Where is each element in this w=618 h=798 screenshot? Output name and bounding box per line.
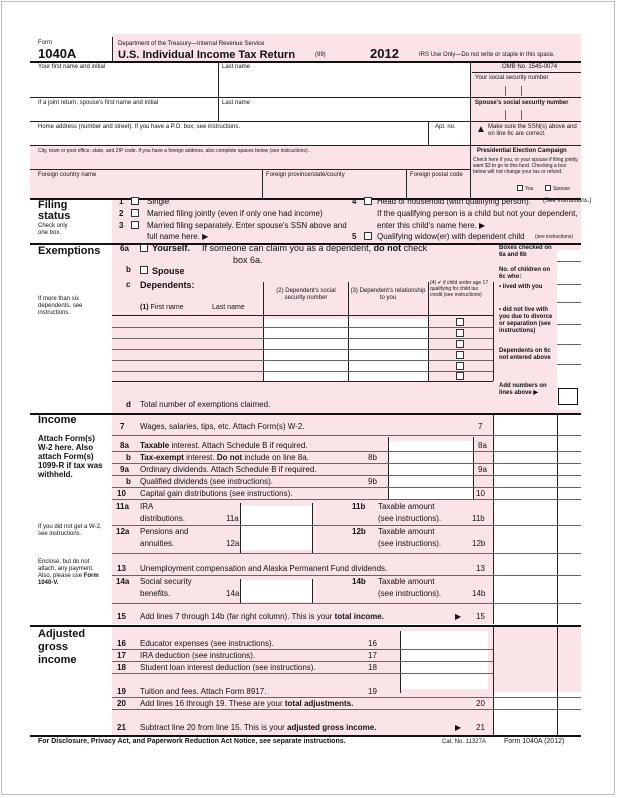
dep6-ctc-checkbox[interactable] [456,372,464,380]
line-8b-num: b [126,453,131,462]
irs-use-only: IRS Use Only—Do not write or staple in this space. [419,52,555,58]
spouse-label: Spouse [152,266,185,276]
yourself-label: Yourself. [152,243,190,253]
line-6d: d [126,400,131,409]
home-address-label: Home address (number and street). If you have a P.O. box, see instructions. [38,124,240,130]
inner-col-14a [240,580,312,602]
total-exemptions-text: Total number of exemptions claimed. [140,400,271,409]
children-count-note: No. of children on 6c who: [499,267,550,280]
first-name-label: Your first name and initial [38,64,106,70]
line-16-ref: 16 [368,639,377,648]
qualifying-widow-checkbox[interactable] [364,232,372,240]
filing-status-heading-2: status [38,210,71,222]
line-18-num: 18 [117,663,126,672]
line-14a-text-1: Social security [140,577,192,586]
yourself-checkbox[interactable] [140,244,148,252]
line-10-ref: 10 [476,489,485,498]
disclosure-notice: For Disclosure, Privacy Act, and Paperwork Reduction Act Notice, see separate instructions. [38,738,346,745]
line-6b: b [126,265,131,274]
fs-num-1: 1 [119,197,124,206]
single-checkbox[interactable] [131,197,139,205]
dep2-ctc-checkbox[interactable] [456,329,464,337]
line-11b-text-2: (see instructions). [378,514,442,523]
line-10-text: Capital gain distributions (see instructions). [140,489,293,498]
line-12b-text-1: Taxable amount [378,527,435,536]
line-13-text: Unemployment compensation and Alaska Permanent Fund dividends. [140,564,388,573]
spouse-ssn-input[interactable] [472,109,581,121]
cat-number: Cat. No. 11327A [442,739,486,745]
pec-you-checkbox[interactable] [517,185,523,191]
exemptions-heading: Exemptions [38,245,101,257]
title-code: (99) [315,52,326,58]
line-8a-ref: 8a [478,441,487,450]
foreign-country-label: Foreign country name [38,172,97,178]
line-9a-text: Ordinary dividends. Attach Schedule B if required. [140,465,317,474]
line-6c: c [126,280,131,289]
yourself-text: If someone can claim you as a dependent, do not check [202,243,428,253]
line-11a-text-1: IRA [140,502,154,511]
line-16-num: 16 [117,639,126,648]
line-15-num: 15 [117,612,126,621]
form-number: 1040A [38,46,77,61]
line-11a-text-2: distributions. [140,514,185,523]
line-20-ref: 20 [476,699,485,708]
line-7-num: 7 [120,422,125,431]
line-18-ref: 18 [368,663,377,672]
form-label: Form [38,40,52,46]
line-6a: 6a [120,244,129,253]
line-19-num: 19 [117,687,126,696]
line-12a-ref: 12a [226,539,240,548]
dep-col1: (1) First name [140,304,184,311]
line-19-text: Tuition and fees. Attach Form 8917. [140,687,267,696]
fs-num-4: 4 [352,197,357,206]
agi-heading-1: Adjusted [38,628,86,640]
inner-col-8b [388,441,473,499]
dep3-ctc-checkbox[interactable] [456,340,464,348]
ssn-correct-note: Make sure the SSN(s) above and on line 6c are correct. [488,124,577,137]
fs-head-of-household: Head of household (with qualifying person). [377,197,531,206]
dep-col4: (4) ✔ if child under age 17 qualifying for child tax credit (see instructions) [430,280,489,298]
footer-form: Form 1040A (2012) [504,738,565,745]
fs-num-3: 3 [119,221,124,230]
line-12b-ref: 12b [472,539,486,548]
line-8b-text: Tax-exempt interest. Do not include on line 8a. [140,453,309,462]
fs-hoh-line-3: enter this child's name here. ▶ [377,221,486,230]
exempt-count-col [557,250,581,410]
agi-heading-3: income [38,654,77,666]
line-9b-ref: 9b [368,477,377,486]
line-14a-text-2: benefits. [140,589,171,598]
form-1040a [30,34,592,750]
fs-married-separately: Married filing separately. Enter spouse's SSN above and [147,221,347,230]
line-12a-text-2: annuities. [140,539,175,548]
apt-label: Apt. no. [435,124,456,130]
line-10-num: 10 [117,489,126,498]
fs-qualifying-widow: Qualifying widow(er) with dependent child [377,232,525,241]
fs-widow-note: (see instructions) [535,234,574,240]
dependents-label: Dependents: [140,280,195,290]
line-7-ref: 7 [478,422,483,431]
no-w2-note: If you did not get a W-2, see instructions. [38,524,102,537]
foreign-postal-label: Foreign postal code [410,172,463,178]
line-19-ref: 19 [368,687,377,696]
income-heading: Income [38,414,77,426]
line-8b-ref: 8b [368,453,377,462]
line-20-text: Add lines 16 through 19. These are your total adjustments. [140,699,354,708]
line-14a-ref: 14a [226,589,240,598]
inner-col-11a [240,506,312,550]
agi-heading-2: gross [38,641,68,653]
ssn-label: Your social security number [475,75,549,81]
line-17-text: IRA deduction (see instructions). [140,651,256,660]
line-21-ref: 21 [476,723,485,732]
fs-num-5: 5 [352,232,357,241]
line-17-ref: 17 [368,651,377,660]
line-17-num: 17 [117,651,126,660]
line-15-arrow: ▶ [455,612,462,621]
omb-number: OMB No. 1545-0074 [502,64,558,70]
fs-num-2: 2 [119,209,124,218]
fs-hoh-line-2: If the qualifying person is a child but not your dependent, [377,209,578,218]
line-14b-text-1: Taxable amount [378,577,435,586]
line-18-text: Student loan interest deduction (see instructions). [140,663,316,672]
warning-icon: ▲ [476,124,486,135]
fs-single: Single [147,197,170,206]
line-9b-text: Qualified dividends (see instructions). [140,477,273,486]
pec-title: Presidential Election Campaign [477,148,567,154]
department: Department of the Treasury—Internal Revenue Service [118,41,265,47]
add-numbers-note: Add numbers on lines above ▶ [499,383,547,396]
boxes-checked-note: Boxes checked on 6a and 6b [499,245,552,258]
married-jointly-checkbox[interactable] [131,209,139,217]
dependents-not-entered-note: Dependents on 6c not entered above [499,348,551,361]
spouse-checkbox[interactable] [140,266,148,274]
married-separately-checkbox[interactable] [131,221,139,229]
filing-status-heading-1: Filing [38,199,68,211]
fs-hoh-note: (See instructions.) [543,198,592,204]
filing-note-1: Check only [38,223,68,229]
dep5-ctc-checkbox[interactable] [456,362,464,370]
line-14a-num: 14a [116,577,130,586]
pec-spouse-label: Spouse [553,186,570,192]
foreign-province-label: Foreign province/state/county [266,172,345,178]
line-21-text: Subtract line 20 from line 15. This is your adjusted gross income. [140,723,377,732]
pec-spouse-checkbox[interactable] [545,185,551,191]
spouse-ssn-label: Spouse's social security number [475,100,569,106]
line-14b-ref: 14b [472,589,486,598]
line-12a-num: 12a [116,527,130,536]
fs-married-jointly: Married filing jointly (even if only one had income) [147,209,323,218]
dep-col1-last: Last name [212,304,245,311]
agi-amount-col [493,692,581,737]
spouse-first-name-label: If a joint return, spouse's first name and initial [38,100,159,106]
line-8a-num: 8a [120,441,129,450]
total-exemptions-box[interactable] [558,388,578,405]
did-not-live-note: • did not live with you due to divorce or separation (see instructions) [499,307,553,334]
line-12a-text-1: Pensions and [140,527,189,536]
lived-with-you-note: • lived with you [499,284,543,290]
line-8a-text: Taxable interest. Attach Schedule B if required. [140,441,308,450]
ssn-input[interactable] [472,84,581,97]
line-21-num: 21 [117,723,126,732]
tax-year: 2012 [370,46,399,61]
line-9a-num: 9a [120,465,129,474]
line-14b-text-2: (see instructions). [378,589,442,598]
attach-w2-note: Attach Form(s) W-2 here. Also attach Form(s) 1099-R if tax was withheld. [38,434,103,479]
line-11a-num: 11a [116,502,129,511]
dep1-ctc-checkbox[interactable] [456,318,464,326]
line-15-ref: 15 [476,612,485,621]
line-20-num: 20 [117,699,126,708]
head-of-household-checkbox[interactable] [364,197,372,205]
line-16-text: Educator expenses (see instructions). [140,639,274,648]
filing-note-2: one box. [38,230,62,236]
pec-you-label: You [525,186,534,192]
dep-col3: (3) Dependent's relationship to you [350,288,426,301]
line-9b-num: b [126,477,131,486]
line-11a-ref: 11a [226,514,239,523]
line-11b-text-1: Taxable amount [378,502,435,511]
line-7-text: Wages, salaries, tips, etc. Attach Form(s) W-2. [140,422,305,431]
line-15-text: Add lines 7 through 14b (far right column). This is your total income. [140,612,384,621]
line-11b-num: 11b [352,502,366,511]
form-title: U.S. Individual Income Tax Return [118,49,296,61]
dep-col2: (2) Dependent's social security number [276,288,336,301]
city-label: City, town or post office, state, and ZIP code. If you have a foreign address, also complete spaces below (see instructions). [38,148,309,154]
yourself-text-2: box 6a. [233,255,263,265]
line-9a-ref: 9a [478,465,487,474]
spouse-last-name-label: Last name [222,100,251,106]
line-11b-ref: 11b [472,514,485,523]
last-name-label: Last name [222,64,251,70]
fs-married-separately-2: full name here. ▶ [147,232,209,241]
dependents-side-note: If more than six dependents, see instructions. [38,296,83,316]
enclose-note: Enclose, but do not attach, any payment. Also, please use Form 1040-V. [38,559,99,586]
line-13-num: 13 [117,564,126,573]
line-12b-num: 12b [352,527,366,536]
pec-text: Check here if you, or your spouse if filing jointly, want $3 to go to this fund. Checking a box below will not change your tax or refund. [473,157,579,175]
line-12b-text-2: (see instructions). [378,539,442,548]
line-21-arrow: ▶ [455,723,462,732]
line-14b-num: 14b [352,577,366,586]
adj-inner-col [400,631,488,689]
line-13-ref: 13 [476,564,485,573]
income-amount-col [493,413,581,624]
dep4-ctc-checkbox[interactable] [456,351,464,359]
